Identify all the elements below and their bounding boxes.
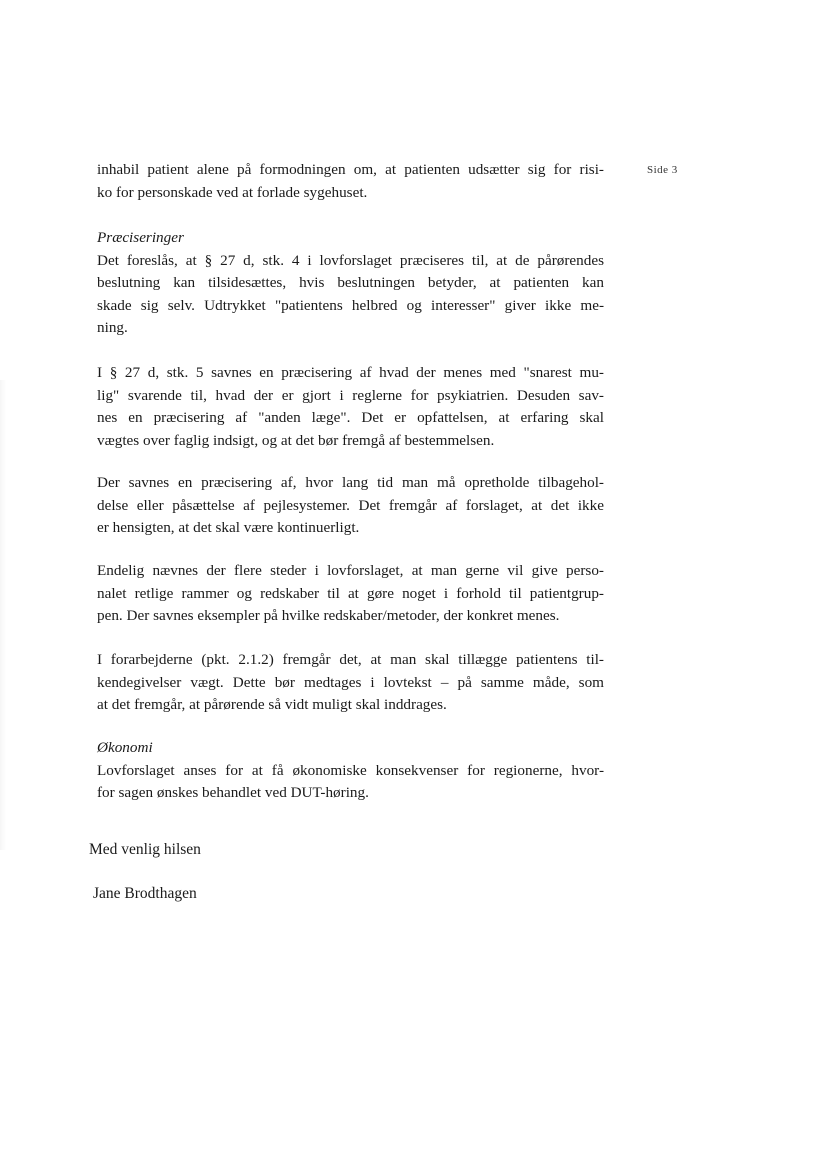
- text-line: ko for personskade ved at forlade sygehuset.: [97, 183, 368, 201]
- stk5-paragraph: [97, 362, 604, 452]
- text-line: kendegivelser vægt. Dette bør medtages i lovtekst – på samme måde, som: [97, 673, 604, 691]
- text-line: Lovforslaget anses for at få økonomiske konsekvenser for regionerne, hvor-: [97, 761, 604, 779]
- text-line: beslutning kan tilsidesættes, hvis beslutningen betyder, at patienten kan: [97, 274, 604, 291]
- text-line: Det foreslås, at § 27 d, stk. 4 i lovforslaget præciseres til, at de pårørendes: [97, 251, 604, 269]
- text-line: Endelig nævnes der flere steder i lovforslaget, at man gerne vil give perso-: [97, 562, 604, 579]
- text-line: er hensigten, at det skal være kontinuerligt.: [97, 519, 360, 536]
- preparatory-paragraph: [97, 649, 604, 717]
- text-line: Der savnes en præcisering af, hvor lang tid man må opretholde tilbagehol-: [97, 474, 604, 491]
- text-line: lig" svarende til, hvad der er gjort i reglerne for psykiatrien. Desuden sav-: [97, 386, 604, 404]
- text-line: ning.: [97, 319, 128, 336]
- text-line: delse eller påsættelse af pejlesystemer. Det fremgår af forslaget, at det ikke: [97, 496, 604, 514]
- text-line: I forarbejderne (pkt. 2.1.2) fremgår det, at man skal tillægge patientens til-: [97, 651, 604, 668]
- text-line: pen. Der savnes eksempler på hvilke redskaber/metoder, der konkret menes.: [97, 607, 560, 624]
- signer-name: Jane Brodthagen: [93, 885, 197, 902]
- text-line: nalet retlige rammer og redskaber til at gøre noget i forhold til patientgrup-: [97, 584, 604, 602]
- tools-paragraph: [97, 560, 604, 628]
- scan-shadow: [0, 380, 6, 850]
- closing-salutation: Med venlig hilsen: [89, 841, 201, 858]
- economy-section: [97, 737, 604, 805]
- text-line: nes en præcisering af "anden læge". Det er opfattelsen, at erfaring skal: [97, 409, 604, 426]
- section-heading-precisions: Præciseringer: [97, 229, 184, 246]
- duration-paragraph: [97, 472, 604, 540]
- section-heading-economy: Økonomi: [97, 739, 153, 756]
- text-line: I § 27 d, stk. 5 savnes en præcisering af hvad der menes med "snarest mu-: [97, 364, 604, 381]
- text-line: vægtes over faglig indsigt, og at det bør fremgå af bestemmelsen.: [97, 431, 495, 449]
- text-line: for sagen ønskes behandlet ved DUT-høring.: [97, 784, 369, 801]
- text-line: skade sig selv. Udtrykket "patientens helbred og interesser" giver ikke me-: [97, 296, 604, 314]
- precisions-section: [97, 227, 604, 340]
- page-number: Side 3: [647, 164, 678, 176]
- intro-paragraph: [97, 159, 604, 204]
- text-line: inhabil patient alene på formodningen om, at patienten udsætter sig for risi-: [97, 161, 604, 178]
- text-line: at det fremgår, at pårørende så vidt muligt skal inddrages.: [97, 696, 447, 713]
